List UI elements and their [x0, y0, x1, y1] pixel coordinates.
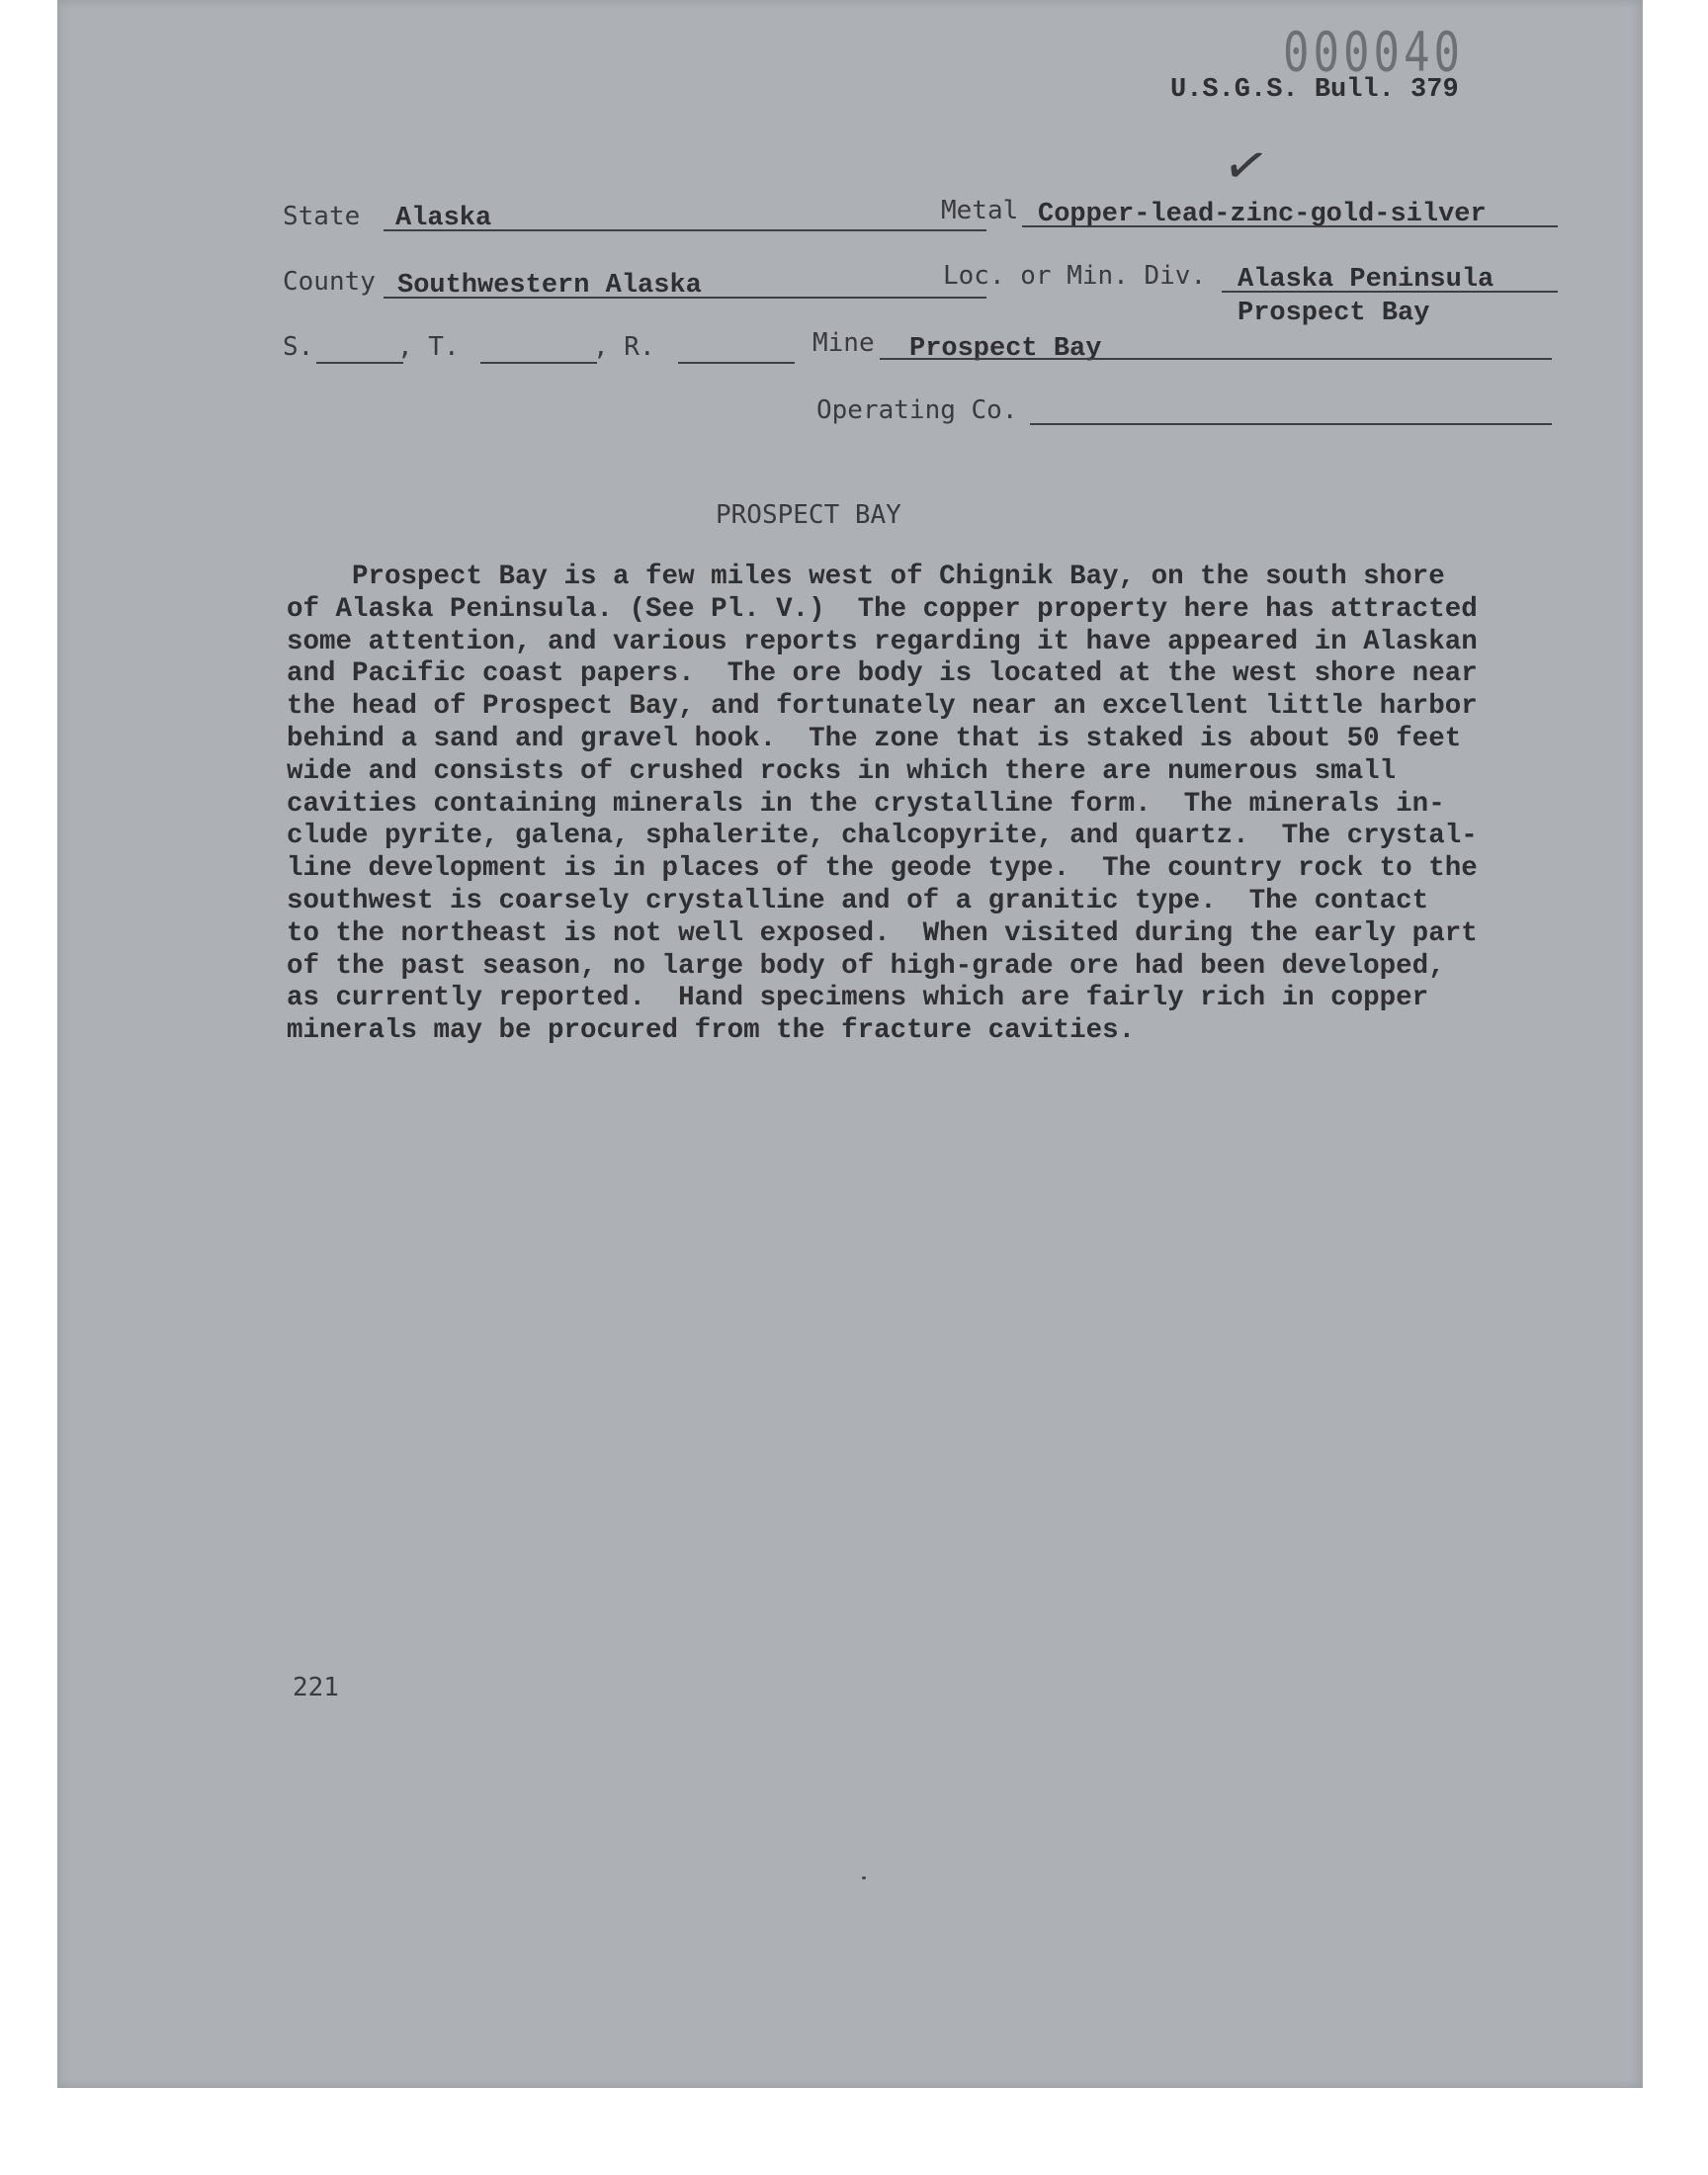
mine-label: Mine	[812, 328, 875, 358]
metal-underline	[1022, 225, 1558, 227]
body-line: Prospect Bay is a few miles west of Chignik Bay, on the south shore	[287, 562, 1445, 592]
operating-co-label: Operating Co.	[816, 395, 1018, 425]
body-line: some attention, and various reports regarding it have appeared in Alaskan	[287, 626, 1478, 657]
stray-mark	[862, 1876, 866, 1879]
body-line: cavities containing minerals in the crystalline form. The minerals in-	[287, 788, 1445, 820]
body-line: as currently reported. Hand specimens which are fairly rich in copper	[287, 983, 1429, 1014]
section-label: S.	[283, 332, 314, 362]
article-body	[287, 562, 1611, 1048]
county-value: Southwestern Alaska	[397, 271, 702, 301]
check-mark: ✓	[1217, 130, 1275, 202]
body-line: line development is in places of the geode type. The country rock to the	[287, 853, 1478, 885]
body-line: wide and consists of crushed rocks in which there are numerous small	[287, 755, 1397, 787]
body-line: of Alaska Peninsula. (See Pl. V.) The copper property here has attracted	[287, 593, 1478, 625]
section-underline	[316, 362, 403, 364]
document-page	[57, 0, 1643, 2088]
loc-label: Loc. or Min. Div.	[943, 261, 1207, 291]
body-line: of the past season, no large body of high-grade ore had been developed,	[287, 950, 1445, 982]
body-line: the head of Prospect Bay, and fortunately near an excellent little harbor	[287, 691, 1478, 723]
body-line: behind a sand and gravel hook. The zone that is staked is about 50 feet	[287, 723, 1462, 754]
page-number: 221	[293, 1673, 339, 1702]
body-line: clude pyrite, galena, sphalerite, chalcopyrite, and quartz. The crystal-	[287, 821, 1478, 852]
operating-co-underline	[1030, 423, 1552, 425]
state-value: Alaska	[395, 204, 492, 233]
state-label: State	[283, 202, 361, 231]
article-title: PROSPECT BAY	[716, 500, 901, 530]
state-underline	[384, 229, 986, 231]
metal-label: Metal	[941, 196, 1019, 225]
range-label: , R.	[593, 332, 655, 362]
county-label: County	[283, 267, 376, 297]
range-underline	[678, 362, 795, 364]
bulletin-reference: U.S.G.S. Bull. 379	[1170, 75, 1459, 105]
archive-stamp-number: 000040	[1283, 21, 1464, 85]
body-line: southwest is coarsely crystalline and of a granitic type. The contact	[287, 885, 1429, 916]
loc-underline	[1222, 291, 1558, 293]
loc-value-line1: Alaska Peninsula	[1238, 265, 1494, 295]
body-line: to the northeast is not well exposed. When visited during the early part	[287, 917, 1478, 949]
county-underline	[384, 297, 986, 299]
township-label: , T.	[397, 332, 460, 362]
mine-underline	[880, 358, 1552, 360]
metal-value: Copper-lead-zinc-gold-silver	[1038, 200, 1487, 229]
mine-value: Prospect Bay	[909, 334, 1102, 364]
body-line: and Pacific coast papers. The ore body is located at the west shore near	[287, 658, 1478, 690]
township-underline	[480, 362, 597, 364]
body-line: minerals may be procured from the fracture cavities.	[287, 1015, 1136, 1047]
loc-value-line2: Prospect Bay	[1238, 299, 1430, 328]
